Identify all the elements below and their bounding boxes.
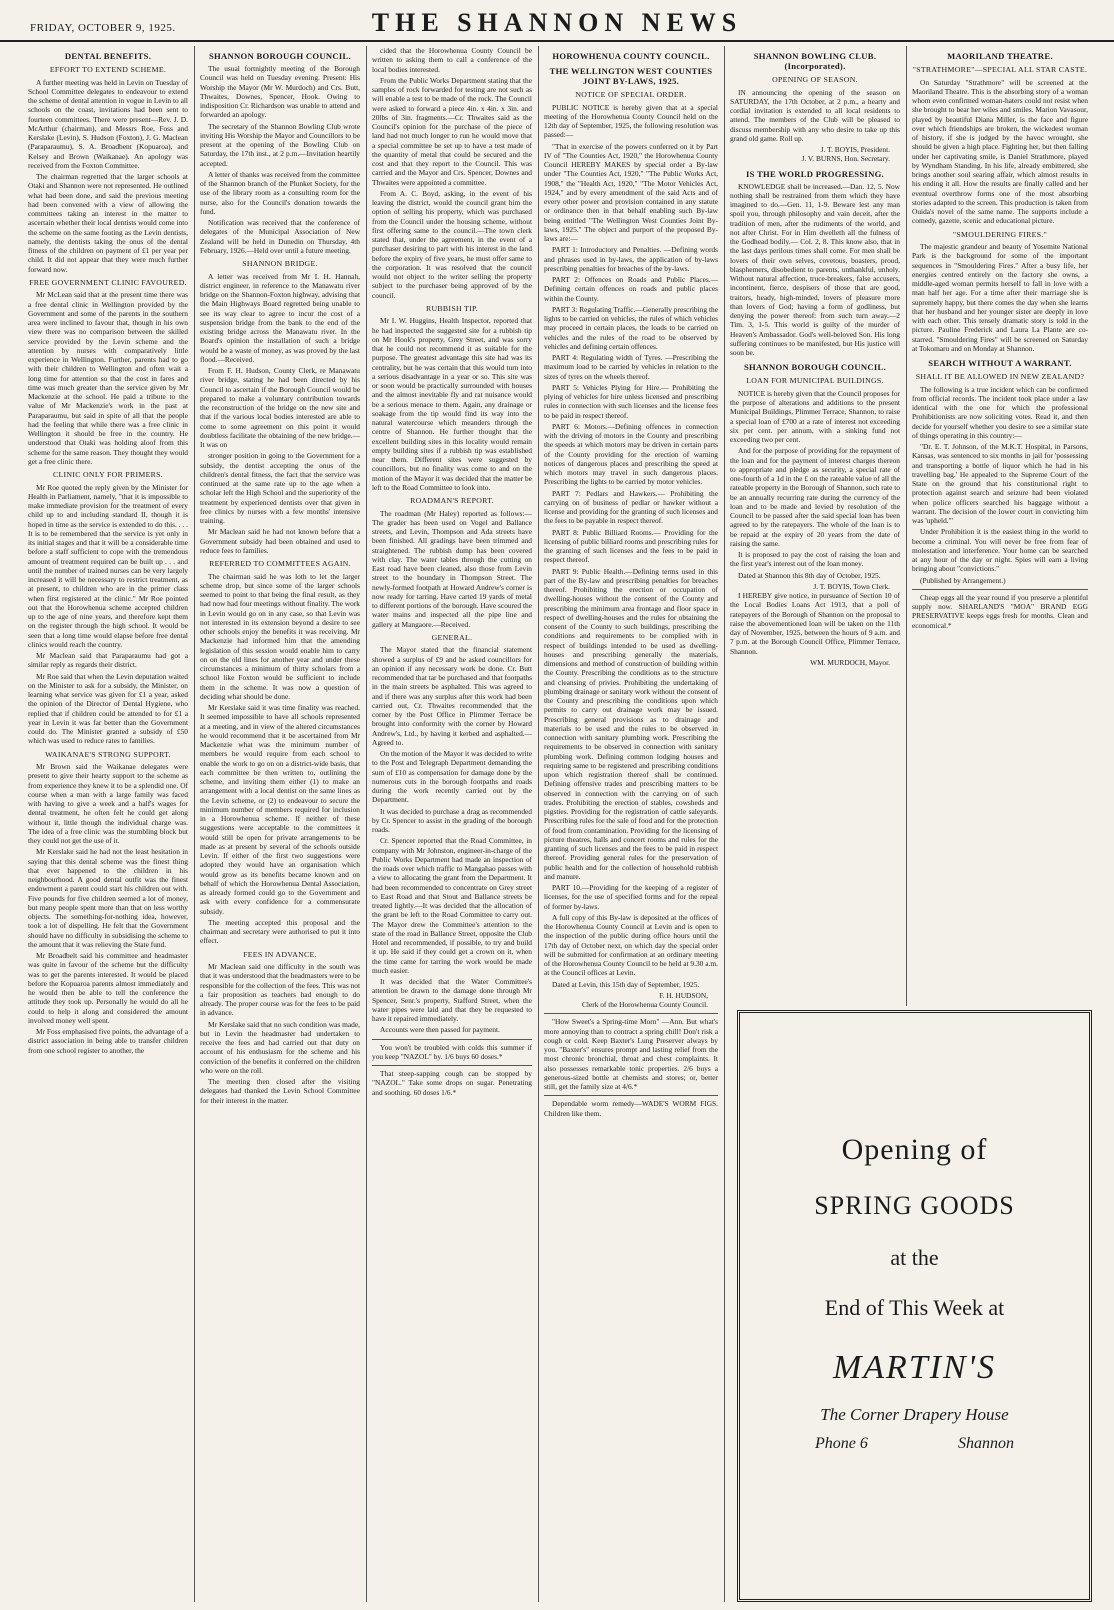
subhead: REFERRED TO COMMITTEES AGAIN.: [209, 559, 351, 568]
subhead: ROADMAN'S REPORT.: [410, 496, 494, 505]
paragraph: The chairman said he was loth to let the larger scheme drop, but since some of the larger schools seemed to point to that being the final result, as they had now had four meetings without finality. The work in Levin would go on in any case, so that Levin was not interested in its extension beyond a desire to see other schools enjoy the benefits it was receiving. Mr Mackenzie had informed him that the amending legislation of this session would enable him to carry on on the old lines for another year and under these circumstances a minimum of thirty scholars from a school like Foxton would be sufficient to include them in the scheme. It was now a question of deciding what should be done.: [200, 571, 360, 701]
ad-contact-row: [740, 1435, 1089, 1453]
masthead: [0, 0, 1114, 42]
column-divider: [906, 46, 907, 1006]
paragraph: From F. H. Hudson, County Clerk, re Manawatu river bridge, stating he had been directed by his Council to ascertain if the Borough Council would be prepared to make a voluntary contribution towards the reconstruction of the bridge on the new site and that if the various local bodies interested are able to come to some agreement on this point it would doubtless facilitate the obtaining of the new bridge.—It was on: [200, 366, 360, 449]
paragraph: A further meeting was held in Levin on Tuesday of School Committee delegates to endeavour to extend the scheme of dental attention in vogue in Levin to all schools on the coast, invitations had been sent to fourteen committees. There were present—Rev. J. D. McArthur (chairman), and Messrs Roe, Foss and Kerslake (Levin), S. Hudson (Foxton), J. G. Maclean (Paraparaumu), S. A. Broadbent (Kopuaroa), and Kelsey and Brown (Waikanae). An apology was received from the Foxton Committee.: [28, 77, 188, 170]
subhead: SHALL IT BE ALLOWED IN NEW ZEALAND?: [915, 372, 1085, 381]
paragraph: cided that the Horowhenua County Council be written to asking them to call a conference of the local bodies interested.: [372, 46, 532, 74]
egg-preservative-advert: [912, 589, 1088, 630]
column-divider: [194, 46, 195, 1602]
paragraph: Mr Brown said the Waikanae delegates were present to give their hearty support to the scheme as from experience they knew it to be a splendid one. Of course when a man with a large family was faced with having to give a week and a half's wages for dental treatment, he often felt he could get along without it, little though the individual charge was. The idea of a free clinic was the stumbling block but they could not get the use of it.: [28, 762, 188, 845]
newspaper-title: THE SHANNON NEWS: [371, 8, 743, 37]
signature: F. H. HUDSON,: [659, 990, 708, 1000]
paragraph: PART 9: Public Health.—Defining terms used in this part of the By-law and prescribing penalties for breaches thereof. Prohibiting the erection or occupation of dwelling-houses without the consent of the County and prescribing the minimum area frontage and floor space in respect of dwelling-houses and the rules for obtaining the consent of the County to such buildings, prescribing the conditions and requirements to be complied with in respect of buildings intended to be used as dwelling-houses and prescribing generally the materials, dimensions and method of construction of building within the County. Prescribing the conditions as to the structure and cleansing of privies. Prohibiting the undertaking of plumbing drainage or sanitary work without the consent of the County and prescribing the conditions upon which permits to carry out drainage work may be issued. Prescribing general provisions as to drainage and materials to be used and the rules to be observed in connection with sanitary plumbing work. Prescribing the requirements to be observed in connection with sanitary plumbing work. Defining common lodging houses and requiring same to be registered and prescribing conditions upon which registration thereof shall be continued. Defining offensive trades and prescribing matters to be observed in connection with the carrying on of such trades. Prohibiting the erection of stables, cowsheds and pigsties. Providing for the registration of cattle saleyards. Prescribing rules for the sale of food and for the protection of food from contamination. Providing for the licensing of picture theatres, halls and concert rooms and rules for the granting of such licenses and the fees to be paid in respect thereof. Providing general rules for the preservation of public health and for the collection of household rubbish and manure.: [544, 566, 718, 881]
column-divider: [724, 46, 725, 1602]
column-divider: [366, 46, 367, 1602]
column-3: [372, 46, 532, 1602]
paragraph: PART 7: Pedlars and Hawkers.— Prohibiting the carrying on of business of pedlar or hawker without a license and providing for the granting of such licenses and the fees to be payable in respect thereof.: [544, 488, 718, 526]
paragraph: Mr Maclean said that Paraparaumu had got a similar reply as regards their district.: [28, 651, 188, 670]
headline-borough-council-loan: SHANNON BOROUGH COUNCIL.: [743, 362, 887, 373]
headline-dental: DENTAL BENEFITS.: [64, 51, 152, 61]
headline-county-council: HOROWHENUA COUNTY COUNCIL.: [552, 51, 710, 61]
paragraph: The usual fortnightly meeting of the Borough Council was held on Tuesday evening. Present: His Worship the Mayor (Mr W. Murdoch) and Crs. Butt, Thwaites, Downes, Spencer, Hook. Owing to indisposition Cr. Richardson was unable to attend and forwarded an apology.: [200, 64, 360, 120]
headline-search-warrant: SEARCH WITHOUT A WARRANT.: [928, 358, 1072, 368]
nazol-advert: [372, 1039, 532, 1062]
paragraph: You won't be troubled with colds this summer if you keep "NAZOL" by. 1/6 buys 60 doses.*: [372, 1042, 532, 1061]
paragraph: Mr McLean said that at the present time there was a free dental clinic in Wellington provided by the Government and some of the parents in the southern area were inclined to favour that, though in his own view there was no comparison between the skilled service provided by the Levin scheme and the attention by nurses with comparatively little experience in Wellington. Further, parents had to go with their children to Wellington and often wait a long time for attention so that the cost in fares and time was much greater than the service given by Mr Mackenzie at the school. He paid a tribute to the value of Mr Mackenzie's work in the past at Paraparaumu, but said in spite of all that the people had the feeling that while there was a free clinic in Wellington it should be free in the country. He understood that Otaki was holding aloof from this scheme for the same reason. They thought they would get a free clinic there.: [28, 290, 188, 466]
paragraph: stronger position in going to the Government for a subsidy, the dentist accepting the onus of the children's dental fitness, the fact that the service was continued at the same rate up to the age when a scholar left the High School and the superiority of the treatment by experienced dentists over that given in free clinics by nurses with a few months' intensive training.: [200, 451, 360, 525]
ad-line-at-the: at the: [890, 1245, 939, 1270]
subhead: EFFORT TO EXTEND SCHEME.: [49, 65, 167, 74]
paragraph: PART 1: Introductory and Penalties. —Defining words and phrases used in by-laws, the application of by-laws prescribing penalties for breaches of the by-laws.: [544, 245, 718, 273]
subhead: CLINIC ONLY FOR PRIMERS.: [52, 470, 164, 479]
paragraph: PART 5: Vehicles Plying for Hire.— Prohibiting the plying of vehicles for hire unless licensed and prescribing rules in connection with such licenses and the license fees to be paid in respect thereof.: [544, 382, 718, 420]
paragraph: Mr Roe quoted the reply given by the Minister for Health in Parliament, namely, "that it is impossible to make immediate provision for the treatment of every child up to and including standard II, though it is hoped in time as the service is extended to do this. . . . It is to be remembered that the service is yet only in its initial stages and that it will be a considerable time before a staff sufficient to cope with the tremendous amount of treatment required can be built up . . . and until the number of trained nurses can be very largely increased it will be necessary to restrict treatment, as at present, to children who are in the primer class when first registered at the clinic." Mr Roe pointed out that the Horowhenua scheme accepted children up to the age of nine years, and therefore kept them on the register through the high school. It would be seen that a long time would elapse before free dental clinics would reach the country.: [28, 482, 188, 649]
paragraph: PART 4: Regulating width of Tyres. —Prescribing the maximum load to be carried by vehicles in relation to the sizes of tyres on the wheels thereof.: [544, 353, 718, 381]
paragraph: On the motion of the Mayor it was decided to write to the Post and Telegraph Department demanding the sum of £10 as compensation for damage done by the numerous cuts in the borough footpaths and roads during the work recently carried out by the Department.: [372, 749, 532, 805]
ad-line-opening: Opening of: [841, 1133, 988, 1166]
paragraph: It was decided that the Water Committee's attention be drawn to the damage done through Mr Spencer, Senr.'s property, Stafford Street, when the water pipes were laid and that they be requested to have it repaired immediately.: [372, 977, 532, 1023]
paragraph: Dated at Shannon this 8th day of October, 1925.: [738, 570, 881, 580]
paragraph: NOTICE is hereby given that the Council proposes for the purpose of alterations and additions to the present Municipal Buildings, Plimmer Terrace, Shannon, to raise a special loan of £700 at a rate of interest not exceeding six per cent. per annum, with a sinking fund not exceeding two per cent.: [730, 388, 900, 444]
paragraph: PART 6: Motors.—Defining offences in connection with the driving of motors in the County and prescribing the speeds at which motors may be driven in certain parts of the County providing for the erection of warning notices of dangerous places and prescribing the speed at which motors may travel in such dangerous places. Prescribing the lights to be carried by motor vehicles.: [544, 421, 718, 487]
paragraph: Dated at Levin, this 15th day of September, 1925.: [552, 979, 700, 989]
paragraph: Under Prohibition it is the easiest thing in the world to become a criminal. You will never be free from fear of molestation and interference. Your home can be searched at any hour of the day or night. Spies will earn a living bringing about "convictions.": [912, 527, 1088, 574]
paragraph: Dependable worm remedy—WADE'S WORM FIGS. Children like them.: [544, 1099, 718, 1118]
paragraph: Mr Maclean said he had not known before that a Government subsidy had been obtained and used to reduce fees to families.: [200, 527, 360, 555]
paragraph: Mr Roe said that when the Levin deputation waited on the Minister to ask for a subsidy, the Minister, on learning what service was given for £1 a year, asked the opinion of the Director of Dental Hygiene, who replied that if children could be attended to for £1 a year in Levin it was far better than the Government could do. The Minister granted a subsidy of £50 which was used to reduce rates to families.: [28, 671, 188, 746]
paragraph: Mr Kerslake said that no such condition was made, but in Levin the headmaster had undertaken to receive the fees and had carried out that duty on account of his enthusiasm for the scheme and his conviction of the benefits it conferred on the children who were on the roll.: [200, 1019, 360, 1075]
paragraph: PUBLIC NOTICE is hereby given that at a special meeting of the Horowhenua County Council held on the 12th day of September, 1925, the following resolution was passed:—: [544, 102, 718, 140]
headline-bowling-club: SHANNON BOWLING CLUB. (Incorporated).: [753, 51, 877, 71]
subhead: GENERAL.: [431, 632, 473, 642]
paragraph: From the Public Works Department stating that the samples of rock forwarded for testing are not such as will enable a test to be made of the rock. The Council were asked to forward a piece 4in. x 4in. x 3in. and 20lbs of 3in. fragments.—Cr. Thwaites said as the Council's opinion for the purchase of the piece of land had not much longer to run he would move that a special committee be set up to have a test made of the quantity of metal that could be secured and the cost and that they report to the Council. This was carried and the Mayor and Crs. Spencer, Downes and Thwaites were appointed a committee.: [372, 75, 532, 187]
ad-store-name: MARTIN'S: [832, 1349, 997, 1386]
subhead: RUBBISH TIP.: [426, 303, 478, 313]
paragraph: Cr. Spencer reported that the Road Committee, in company with Mr Johnston, engineer-in-charge of the Public Works Department had made an inspection of the roads over which traffic to Mangahao passes with a view to allocating the grant from the Department. It had been recommended to concentrate on Grey street to East Road and that Stout and Ballance streets be treated lightly.—It was decided that the allocation of the grant be left to the Road Committee to carry out. The Mayor drew the Committee's attention to the state of the road in Ballance Street, opposite the Club Hotel and recommended, if possible, to try and build it up. He said if they could get a crown on it, when the time came for tarring the work would be made much easier.: [372, 836, 532, 975]
paragraph: A letter of thanks was received from the committee of the Shannon branch of the Plunket Society, for the use of the library room as a consulting room for the nurse, also for the Council's donation towards the fund.: [200, 169, 360, 216]
ad-phone: Phone 6: [815, 1435, 868, 1452]
headline-bylaws: THE WELLINGTON WEST COUNTIES JOINT BY-LAWS, 1925.: [549, 66, 713, 86]
paragraph: Mr I. W. Huggins, Health Inspector, reported that he had inspected the suggested site for a rubbish tip on Mr Hook's property, Grey Street, and was sorry that he could not recommend it as suitable for the purpose. The greatest advantage this site had was its centrality, but he was certain that this would turn into a serious disadvantage in a year or so. This site was or soon would be practically surrounded with houses and the almost inevitable fly and rat nuisance would be a serious menace to them. Again, any drainage or soakage from the tip would find its way into the natural watercourse which meanders through the centre of Shannon. He further thought that the excellent building sites in this locality would remain empty building sites if a rubbish tip was established near them. Different sites were suggested by councillors, but no finality was come to and on the motion of the Mayor it was decided that the matter be left to the Road Committee to look into.: [372, 316, 532, 492]
paragraph: IN announcing the opening of the season on SATURDAY, the 17th October, at 2 p.m., a hearty and cordial invitation is extended to all local residents to attend. The members of the Club will be pleased to discuss membership with any who desire to take up this grand old game. Roll up.: [730, 87, 900, 143]
column-6: [912, 46, 1088, 1006]
subhead: OPENING OF SEASON.: [772, 75, 858, 84]
column-2: [200, 46, 360, 1602]
subhead: "SMOULDERING FIRES.": [952, 229, 1048, 239]
nazol-advert: [372, 1065, 532, 1097]
subhead: "STRATHMORE"—SPECIAL ALL STAR CASTE.: [912, 65, 1088, 74]
paragraph: The following is a true incident which can be confirmed from official records. The incident took place under a law identical with the one for which the professional Prohibitionists are now soliciting votes. Read it, and then decide for yourself whether you desire to see a similar state of things operating in this country:—: [912, 384, 1088, 440]
subhead: FEES IN ADVANCE.: [243, 949, 317, 959]
paragraph: It was decided to purchase a drag as recommended by Cr. Spencer to assist in the grading of the borough roads.: [372, 806, 532, 834]
paragraph: Notification was received that the conference of delegates of the Municipal Association of New Zealand will be held in Dunedin on Thursday, 4th February, 1926.—Held over until a future meeting.: [200, 218, 360, 255]
issue-date: FRIDAY, OCTOBER 9, 1925.: [30, 22, 176, 34]
paragraph: I HEREBY give notice, in pursuance of Section 10 of the Local Bodies Loans Act 1913, that a poll of ratepayers of the Borough of Shannon on the proposal to raise the abovementioned loan will be taken on the 11th day of November, 1925, between the hours of 9 a.m. and 7 p.m. at the Borough Council Office, Plimmer Terrace, Shannon.: [730, 591, 900, 656]
paragraph: KNOWLEDGE shall be increased.—Dan. 12, 5. Now nothing shall be restrained from them which they have imagined to do.—Gen. 11, 1-9. Beware lest any man spoil you, through philosophy and vain deceit, after the tradition of men, after the rudiments of the world, and not after Christ. For in Him dwelleth all the fulness of the Godhead bodily.— Col. 2, 8. This know also, that in the last days perilous times shall come. For men shall be lovers of their own selves, covetous, boasters, proud, blasphemers, disobedient to parents, unthankful, unholy. Without natural affection, truce-breakers, false accusers, incontinent, fierce, despisers of those that are good, traitors, heady, high-minded, lovers of pleasure more than lovers of God; having a form of godliness, but denying the power thereof: from such turn away.—2 Tim. 3, 1-5. This world is guilty of the murder of Heaven's Ambassador. God's well-beloved Son. His long suffering continues to be manifested, but His justice will soon be.: [730, 181, 900, 357]
paragraph: The meeting accepted this proposal and the chairman and secretary were authorised to put it into effect.: [200, 917, 360, 946]
paragraph: Accounts were then passed for payment.: [380, 1025, 500, 1035]
paragraph: Mr Broadbelt said his committee and headmaster was quite in favour of the scheme but the difficulty was to get the parents interested. It would be placed before the Kopuaroa parents almost immediately and he would then be able to tell the conference the attitude they took up. Personally he would do all he could to help it along and considered the amount involved money well spent.: [28, 951, 188, 1025]
paragraph: "Dr. E. T. Johnson, of the M.K.T. Hospital, in Parsons, Kansas, was sentenced to six months in jail for 'possessing and transporting a bottle of liquor which he had in his travelling bag.' He appealed to the Supreme Court of the State on the ground that his constitutional right to protection against search and seizure had been violated when police officers searched his baggage without a warrant. The decision of the lower court in convicting him was 'upheld.'": [912, 442, 1088, 525]
paragraph: Mr Maclean said one difficulty in the south was that it was understood that the headmasters were to be responsible for the collection of the fees. This was not a fair proposition as teachers had enough to do already. The proper course was for the fees to be paid in advance.: [200, 962, 360, 1018]
paragraph: "That in exercise of the powers conferred on it by Part IV of "The Counties Act, 1920," the Horowhenua County Council HEREBY MAKES by special order a By-law under "The Counties Act, 1920," "The Public Works Act, 1908," the "Health Act, 1920," "The Motor Vehicles Act, 1924," and by every amendment of the said Acts and of every other power and provision contained in any statute or ordinance then in that behalf enabling such By-law being entitled "The Wellington West Counties Joint By-laws, 1925." The object and purport of the proposed By-laws are:—: [544, 141, 718, 243]
ad-store-tagline: The Corner Drapery House: [820, 1405, 1009, 1424]
column-5: [730, 46, 900, 1006]
column-4: [544, 46, 718, 1602]
paragraph: "How Sweet's a Spring-time Morn" —Ann. But what's more annoying than to contract a spring chill! Don't risk a cough or cold. Keep Baxter's Lung Preserver always by you. "Baxter's" ensures prompt and lasting relief from the most chronic bronchial, throat and chest complaints. It also possesses remarkable tonic properties. 2/6 buys a generous-sized bottle at chemists and stores; or, better still, get the family size at 4/6.*: [544, 1017, 718, 1091]
paragraph: PART 10.—Providing for the keeping of a register of licenses, for the use of specified forms and for the repeal of former by-laws.: [544, 883, 718, 911]
wades-advert: [544, 1095, 718, 1118]
ad-line-end-of-week: End of This Week at: [824, 1295, 1005, 1320]
subhead: NOTICE OF SPECIAL ORDER.: [575, 90, 687, 99]
paragraph: Mr Kerslake said it was time finality was reached. It seemed impossible to have all schools represented at a meeting, and in view of the altered circumstances he would recommend that it be ascertained from Mr Mackenzie what was the minimum number of members he would require from each school to enable the work to go on on a district-wide basis, that each committee be then written to, outlining the scheme, and inviting them either (1) to make an arrangement with a local dentist on the same lines as the Levin scheme, or (2) to endeavour to secure the minimum number of members required for inclusion in a Horowhenua scheme. If neither of these suggestions were acceptable to the committees it would still be open for private arrangements to be made as at present by several of the schools outside Levin. If either of the first two suggestions were adopted they would have an organisation which would grow as its benefits became known and on behalf of which the Horowhenua Dental Association, as already formed could go to the Government and ask with every confidence for a commensurate subsidy.: [200, 703, 360, 916]
subhead: SHANNON BRIDGE.: [242, 259, 318, 268]
column-1: [28, 46, 188, 1602]
paragraph: A letter was received from Mr I. H. Hannah, district engineer, in reference to the Manawatu river bridge on the Shannon-Foxton highway, advising that the Main Highways Board regretted being unable to see its way clear to agree to incur the cost of a suspension bridge from the bank to the end of the existing bridge across the Manawatu river. In the Board's opinion the installation of such a bridge would be a waste of money, as was proved by the last flood.—Received.: [200, 271, 360, 364]
paragraph: That steep-sapping cough can be stopped by "NAZOL." Take some drops on sugar. Penetrating and soothing. 60 doses 1/6.*: [372, 1069, 532, 1097]
signature: J. V. BURNS, Hon. Secretary.: [801, 154, 890, 164]
paragraph: PART 2: Offences on Roads and Public Places.—Defining certain offences on roads and public places within the County.: [544, 275, 718, 303]
subhead: WAIKANAE'S STRONG SUPPORT.: [45, 749, 171, 759]
paragraph: The Mayor stated that the financial statement showed a surplus of £9 and he asked councillors for an opinion if any necessary work be done. Cr. Butt recommended that tar be purchased and that footpaths in the main streets be asphalted. This was agreed to and if there was any surplus after this work had been carried out, Cr. Thwaites recommended that the corner by the Post Office in Plimmer Terrace be brought into conformity with the corner by Howard Andrew's, Ltd., by having it kerbed and asphalted.—Agreed to.: [372, 645, 532, 747]
paragraph: From A. C. Boyd, asking, in the event of his leaving the district, would the council grant him the option of selling his property, which was purchased from the Council under the housing scheme, without first offering same to the council.—The town clerk stated that, under the agreement, in the event of a purchaser desiring to part with his interest in the land before the expiry of five years, he must offer same to the corporation. It was resolved that the council would not object to the writer selling the property subject to the purchaser being approved of by the council.: [372, 188, 532, 300]
headline-world-progressing: IS THE WORLD PROGRESSING.: [745, 168, 885, 179]
paragraph: The majestic grandeur and beauty of Yosemite National Park is the background for some of the important sequences in "Smouldering Fires." After a busy life, her energies centred entirely on the factory she owns, a middle-aged woman permits herself to fall in love with a man half her age. For a time after their marriage she is supremely happy, but there comes the day when she learns that her husband and her younger sister are deeply in love with each other. This tensely dramatic story is told in the picture. Pauline Frederick and Laura La Plante are co-starred. "Smouldering Fires" will be screened on Saturday at Tokomaru and on Monday at Shannon.: [912, 242, 1088, 353]
signature-title: Clerk of the Horowhenua County Council.: [581, 1000, 708, 1009]
paragraph: The meeting then closed after the visiting delegates had thanked the Levin School Committee for their interest in the matter.: [200, 1077, 360, 1105]
signature: J. T. BOYIS, President.: [820, 145, 890, 154]
paragraph: Mr Foss emphasised five points, the advantage of a district association in being able to transfer children from one school register to another, the: [28, 1027, 188, 1055]
signature: WM. MURDOCH, Mayor.: [810, 657, 890, 667]
column-divider: [538, 46, 539, 1602]
paragraph: (Published by Arrangement.): [920, 575, 1006, 585]
martins-advertisement: [737, 1010, 1092, 1602]
paragraph: And for the purpose of providing for the repayment of the loan and for the payment of interest charges thereon to appropriate and pledge as security, a special rate of one-fourth of a 1d in the £ on the rateable value of all the rateable property in the Borough of Shannon, such rate to be an annually recurring rate during the currency of the loan and to be made and levied by resolution of the Council to be passed after the said special loan has been agreed to by the ratepayers. The whole of the loan is to be repaid at the expiry of 20 years from the date of raising the same.: [730, 446, 900, 548]
paragraph: It is proposed to pay the cost of raising the loan and the first year's interest out of the loan money.: [730, 550, 900, 569]
paragraph: Cheap eggs all the year round if you preserve a plentiful supply now. SHARLAND'S "MOA" BRAND EGG PRESERVATIVE keeps eggs fresh for months. Clean and economical.*: [912, 592, 1088, 630]
subhead: FREE GOVERNMENT CLINIC FAVOURED.: [29, 277, 187, 287]
paragraph: A full copy of this By-law is deposited at the offices of the Horowhenua County Council at Levin and is open to the inspection of the public during office hours until the 17th day of October next, on which day the special order will be submitted for confirmation at an ordinary meeting of the Horowhenua County Council to be held at 9.30 a.m. at the Council offices at Levin.: [544, 912, 718, 978]
paragraph: Mr Kerslake said he had not the least hesitation in saying that this dental scheme was the finest thing that ever happened to the children in his neighbourhood. A good dental outfit was the finest endowment a parent could start his children out with. Five pounds for five children seemed a lot of money, but many people spent more than that on less worthy objects. The something-for-nothing idea, however, took a lot of dispelling. He felt that the Government should have no difficulty in subsidising the scheme to the amount that it was relieving the State fund.: [28, 847, 188, 949]
ad-line-spring-goods: SPRING GOODS: [814, 1191, 1015, 1220]
ad-town: Shannon: [957, 1435, 1014, 1452]
headline-theatre: MAORILAND THEATRE.: [947, 51, 1053, 61]
paragraph: PART 3: Regulating Traffic.—Generally prescribing the lights to be carried on vehicles, the rules of which vehicles may proceed in certain places, the loads to be carried on vehicles and the rules of the road to be observed by vehicles and defining certain offences.: [544, 304, 718, 351]
signature: J. T. BOYIS, Town Clerk.: [813, 581, 890, 591]
paragraph: The roadman (Mr Haley) reported as follows:—The grader has been used on Vogel and Ballance streets, and Levin, Thompson and Ada streets have been finished. All gradings have been trimmed and straightened. The rubbish dump has been covered with clay. The water tables through the cutting on East road have been cleaned, also those from Levin street to the boundary in Thompson Street. The newly-formed footpath at Howard Andrew's corner is now ready for tarring. Have carted 19 yards of metal to different portions of the borough. Have scoured the water mains and inspected all the pipe line and gallery at Mangaore.—Received.: [372, 508, 532, 629]
paragraph: The chairman regretted that the larger schools at Otaki and Shannon were not represented. He outlined what had been done, and said the previous meeting had been convened with a view of allowing the committees taking an interest in the matter to ascertain whether their local dentists would come into the scheme on the same footing as the Levin dentists, namely, the dentists taking the onus of the dental fitness of the children on payment of £1 per year per child. It did not appear that they were much further forward now.: [28, 172, 188, 274]
headline-borough-council: SHANNON BOROUGH COUNCIL.: [208, 51, 352, 61]
paragraph: The secretary of the Shannon Bowling Club wrote inviting His Worship the Mayor and Councillors to be present at the opening of the Bowling Club on Saturday, the 17th inst., at 2 p.m.—Invitation heartily accepted.: [200, 121, 360, 168]
baxters-advert: [544, 1013, 718, 1091]
paragraph: PART 8: Public Billiard Rooms.— Providing for the licensing of public billiard rooms and prescribing rules for the granting of such licenses and the fees to be paid in respect thereof.: [544, 527, 718, 565]
subhead: LOAN FOR MUNICIPAL BUILDINGS.: [746, 376, 884, 386]
paragraph: On Saturday "Strathmore" will be screened at the Maoriland Theatre. This is the absorbing story of a woman whom even confirmed woman-haters could not resist when she brought to bear her wiles and smiles. Marion Vavasour, played by beautiful Diana Miller, is the face and figure over which friendships are broken, the wickedest woman of history, if she is judged by the havoc wrought, she should be given a high place. Fighting her, but then falling under her captivating smile, is Daniel Strathmore, played by Wyndham Standing. In his life, already embittered, she brings another soul searing affair, which almost results in his ending it all. How the results are finally called and her eventual overthrow forms one of the most absorbing stories adapted to the screen. This production is taken from Ouida's novel of the same name. The supports include a comedy, gazette, scenic and educational picture.: [912, 77, 1088, 226]
